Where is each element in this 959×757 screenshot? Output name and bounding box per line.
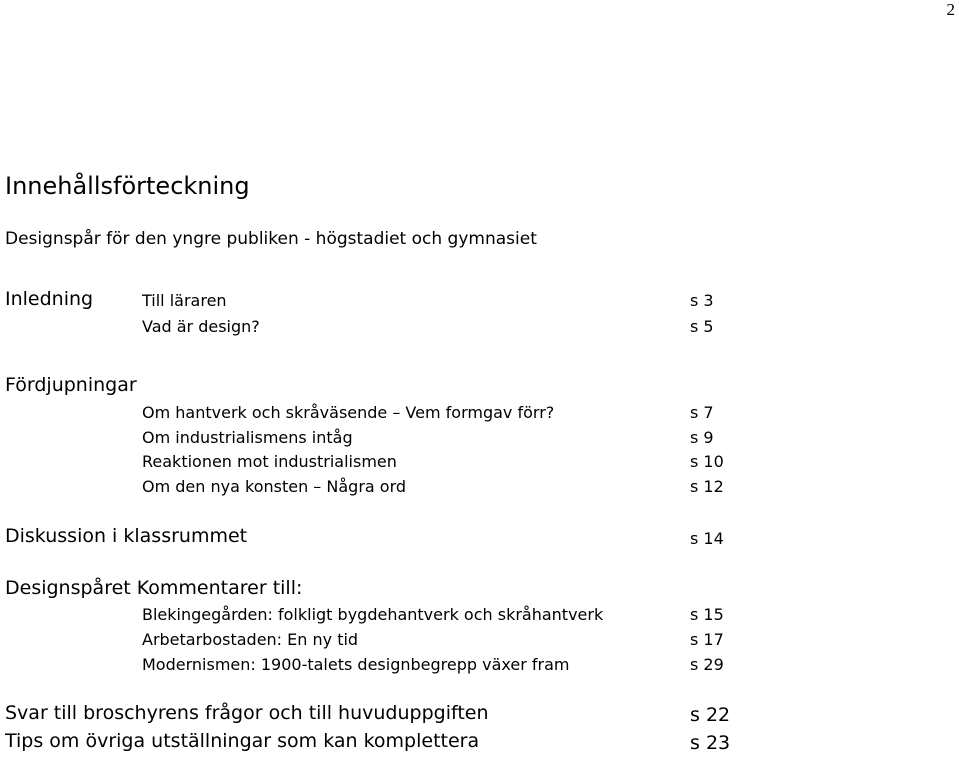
toc-entry-page: s 12 bbox=[690, 477, 724, 496]
section-heading-svar: Svar till broschyrens frågor och till huvuduppgiften bbox=[5, 702, 489, 724]
subtitle: Designspår för den yngre publiken - högstadiet och gymnasiet bbox=[5, 229, 537, 249]
toc-entry-label: Om den nya konsten – Några ord bbox=[142, 477, 407, 496]
toc-entry-page: s 7 bbox=[690, 403, 714, 422]
toc-entry-label: Till läraren bbox=[142, 291, 227, 310]
section-heading-designsparet: Designspåret Kommentarer till: bbox=[5, 577, 303, 599]
toc-entry-label: Modernismen: 1900-talets designbegrepp växer fram bbox=[142, 655, 570, 674]
toc-entry-label: Vad är design? bbox=[142, 317, 260, 336]
toc-entry-page: s 3 bbox=[690, 291, 714, 310]
toc-entry-page: s 5 bbox=[690, 317, 714, 336]
toc-entry-page: s 23 bbox=[690, 732, 731, 754]
toc-entry-label: Blekingegården: folkligt bygdehantverk och skråhantverk bbox=[142, 605, 604, 624]
toc-entry-page: s 22 bbox=[690, 704, 731, 726]
toc-entry-label: Arbetarbostaden: En ny tid bbox=[142, 630, 359, 649]
toc-entry-page: s 17 bbox=[690, 630, 724, 649]
toc-entry-page: s 15 bbox=[690, 605, 724, 624]
toc-entry-label: Om hantverk och skråväsende – Vem formgav förr? bbox=[142, 403, 555, 422]
page-number: 2 bbox=[946, 0, 955, 19]
section-heading-diskussion: Diskussion i klassrummet bbox=[5, 525, 248, 547]
toc-entry-page: s 9 bbox=[690, 428, 714, 447]
toc-entry-page: s 29 bbox=[690, 655, 724, 674]
toc-entry-label: Reaktionen mot industrialismen bbox=[142, 452, 397, 471]
toc-entry-page: s 10 bbox=[690, 452, 724, 471]
page-title: Innehållsförteckning bbox=[5, 172, 250, 200]
toc-entry-label: Om industrialismens intåg bbox=[142, 428, 353, 447]
toc-entry-page: s 14 bbox=[690, 529, 724, 548]
section-heading-inledning: Inledning bbox=[5, 288, 94, 310]
section-heading-fordjupningar: Fördjupningar bbox=[5, 374, 137, 396]
section-heading-tips: Tips om övriga utställningar som kan komplettera bbox=[5, 730, 480, 752]
